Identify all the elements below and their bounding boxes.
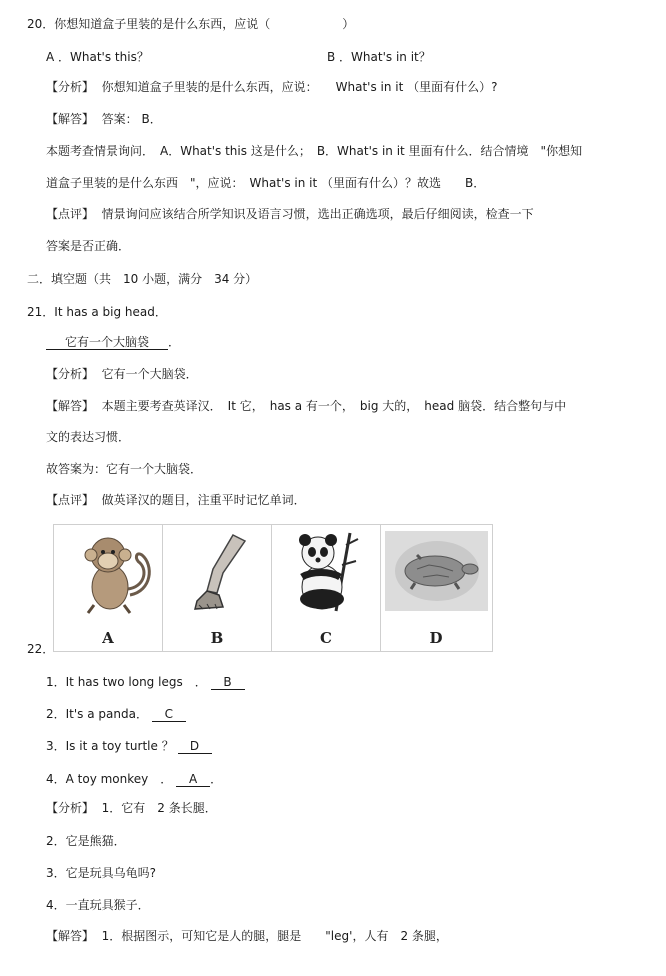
answer-tag: 【解答】 — [46, 112, 95, 126]
q21-answer-line — [46, 334, 180, 350]
answer-tag: 【解答】 — [46, 929, 95, 943]
monkey-picture — [54, 525, 162, 617]
q21-answer-blank: 它有一个大脑袋 — [46, 335, 168, 350]
q22-item-4 — [46, 771, 222, 787]
q22-analysis-line1: 1．它有 2 条长腿． — [101, 801, 217, 815]
q20-answer — [46, 111, 162, 127]
q20-analysis-text: 你想知道盒子里装的是什么东西，应说： What's in it （里面有什么）? — [101, 80, 498, 94]
q22-explain-text: 1．根据图示，可知它是人的腿，腿是 "leg'，人有 2 条腿， — [101, 929, 448, 943]
q22-analysis-line2: 2．它是熊猫． — [46, 834, 126, 848]
q20-option-b: B ．What's in it？ — [327, 50, 431, 64]
q20-comment-text: 情景询问应该结合所学知识及语言习惯，选出正确选项，最后仔细阅读，检查一下 — [101, 207, 534, 221]
q20-comment — [46, 206, 534, 222]
q21-question-text: ．It has a big head． — [42, 305, 167, 319]
analysis-tag: 【分析】 — [46, 80, 95, 94]
q22-item-answer: A — [176, 772, 210, 787]
q21-number: 21 — [27, 305, 43, 319]
q22-item-text: 4．A toy monkey ． — [46, 772, 173, 786]
q20-comment-line2: 答案是否正确． — [46, 239, 131, 253]
q21-blank-end: ． — [168, 335, 181, 349]
q22-item-text: 3．Is it a toy turtle ？ — [46, 739, 174, 753]
q22-number: 22 — [27, 642, 43, 656]
q22-item-text: 2．It's a panda． — [46, 707, 148, 721]
q20-question — [27, 16, 354, 32]
q22-answer — [46, 928, 448, 944]
option-b-label: B — [210, 629, 224, 647]
q21-answer — [46, 398, 566, 414]
q22-analysis — [46, 800, 217, 816]
q21-comment — [46, 492, 306, 508]
q21-explain-line2: 文的表达习惯． — [46, 430, 131, 444]
option-c-label: C — [320, 629, 332, 647]
q21-explain-text: 本题主要考查英译汉． It 它， has a 有一个， big 大的， head 脑袋．结合整句与中 — [101, 399, 567, 413]
q22-item-text: 1．It has two long legs ． — [46, 675, 207, 689]
picture-options — [53, 524, 493, 652]
q20-explain-line2: 道盒子里装的是什么东西 "，应说： What's in it （里面有什么）？故选 B． — [46, 176, 486, 190]
q22-item-3 — [46, 738, 212, 754]
q20-question-text: ．你想知道盒子里装的是什么东西，应说（ ） — [42, 17, 355, 31]
q22-item-1 — [46, 674, 245, 690]
analysis-tag: 【分析】 — [46, 367, 95, 381]
answer-tag: 【解答】 — [46, 399, 95, 413]
q21-final-answer: 故答案为：它有一个大脑袋． — [46, 462, 203, 476]
comment-tag: 【点评】 — [46, 207, 95, 221]
turtle-picture — [381, 525, 492, 617]
panda-picture — [272, 525, 380, 617]
q20-analysis — [46, 79, 498, 95]
q20-explain-line1: 本题考查情景询问． A．What's this 这是什么； B．What's in it 里面有什么．结合情境 "你想知 — [46, 144, 583, 158]
q20-option-a: A ．What's this？ — [46, 50, 149, 64]
leg-picture — [163, 525, 271, 617]
q22-number-line — [27, 641, 54, 657]
q22-item-answer: C — [152, 707, 186, 722]
q22-item-2 — [46, 706, 186, 722]
q20-answer-text: 答案： B． — [101, 112, 162, 126]
q22-item-answer: B — [211, 675, 245, 690]
q22-analysis-line4: 4．一直玩具猴子． — [46, 898, 150, 912]
section-heading: 二．填空题（共 10 小题，满分 34 分） — [27, 272, 258, 286]
q21-analysis-text: 它有一个大脑袋． — [101, 367, 198, 381]
q22-item-answer: D — [178, 739, 212, 754]
analysis-tag: 【分析】 — [46, 801, 95, 815]
comment-tag: 【点评】 — [46, 493, 95, 507]
q21-question — [27, 304, 167, 320]
q21-analysis — [46, 366, 198, 382]
q21-comment-text: 做英译汉的题目，注重平时记忆单词． — [101, 493, 306, 507]
q20-number: 20 — [27, 17, 43, 31]
q22-item-end: ． — [210, 772, 223, 786]
q22-analysis-line3: 3．它是玩具乌龟吗? — [46, 866, 157, 880]
q22-number-suffix: ． — [42, 642, 55, 656]
option-d-label: D — [429, 629, 443, 647]
option-a-label: A — [102, 629, 114, 647]
